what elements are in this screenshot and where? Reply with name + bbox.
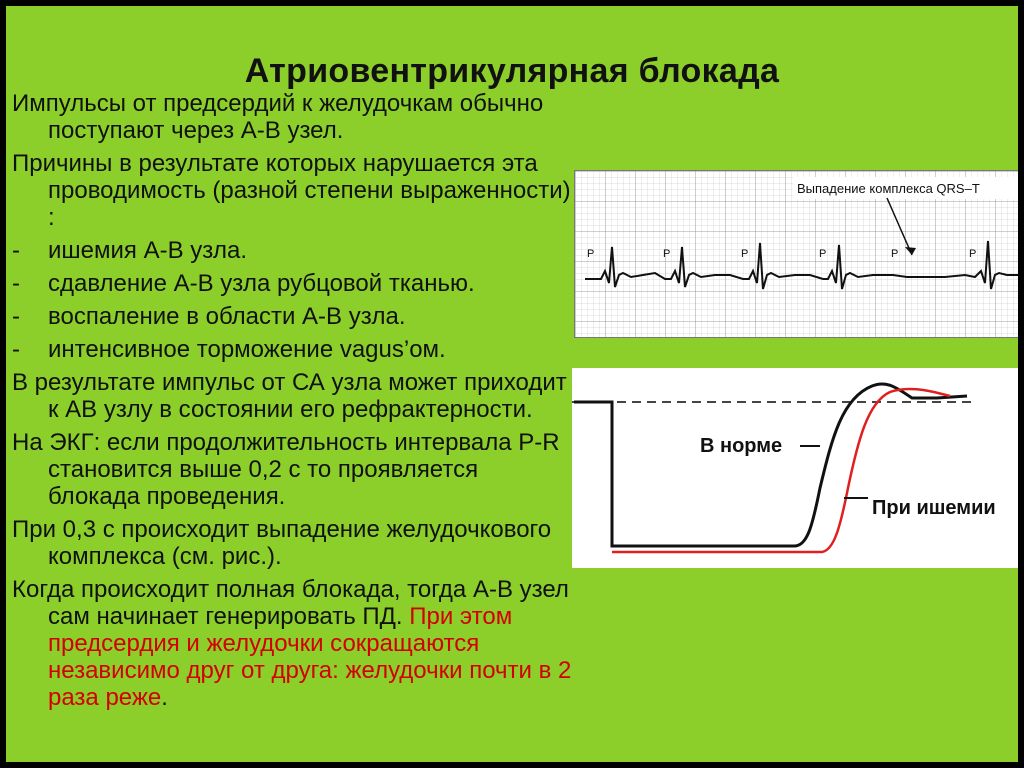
- bullet-inflammation: [12, 303, 572, 330]
- bullet-text: воспаление в области А-В узла.: [48, 303, 406, 330]
- paragraph-ecg-pr: На ЭКГ: если продолжительность интервала P-R становится выше 0,2 с то проявляется блокада проведения.: [12, 429, 560, 510]
- ecg-p-label: P: [819, 248, 827, 260]
- slide-text: [12, 90, 572, 717]
- ischemia-curve: [612, 389, 950, 552]
- bullet-text: интенсивное торможение vagus’ом.: [48, 336, 446, 363]
- complete-block-red-text: При этом предсердия и желудочки сокращаются независимо друг от друга: желудочки почти в 2 раза реже: [48, 603, 572, 711]
- ecg-p-label: P: [891, 248, 899, 260]
- ecg-figure: [574, 170, 1018, 338]
- action-potential-figure: [572, 368, 1018, 568]
- ecg-dropout-label: Выпадение комплекса QRS–T: [797, 181, 980, 196]
- normal-curve: [574, 384, 967, 546]
- bullet-vagus: [12, 336, 572, 363]
- ecg-strip-svg: [575, 171, 1018, 337]
- ecg-p-label: P: [969, 248, 977, 260]
- paragraph-causes: Причины в результате которых нарушается эта проводимость (разной степени выраженности) :: [12, 150, 571, 231]
- bullet-marker: -: [12, 303, 20, 330]
- action-potential-svg: [572, 368, 1018, 568]
- paragraph-complete-block: [12, 576, 572, 711]
- slide: [6, 6, 1018, 762]
- bullet-marker: -: [12, 270, 20, 297]
- ecg-p-label: P: [663, 248, 671, 260]
- bullet-compression: [12, 270, 572, 297]
- bullet-text: ишемия А-В узла.: [48, 237, 248, 264]
- bullet-text: сдавление А-В узла рубцовой тканью.: [48, 270, 475, 297]
- bullet-ischemia: [12, 237, 572, 264]
- complete-block-end: .: [161, 684, 168, 711]
- complete-block-text: Когда происходит полная блокада, тогда А-В узел сам начинает генерировать ПД.: [12, 576, 569, 630]
- bullet-marker: -: [12, 336, 20, 363]
- slide-title: Атриовентрикулярная блокада: [244, 52, 780, 90]
- ischemia-label: При ишемии: [872, 497, 996, 519]
- paragraph-refractory: В результате импульс от СА узла может приходит к АВ узлу в состоянии его рефрактерности.: [12, 369, 567, 423]
- normal-label: В норме: [700, 435, 783, 457]
- paragraph-qrs-drop: При 0,3 с происходит выпадение желудочкового комплекса (см. рис.).: [12, 516, 552, 570]
- ecg-p-label: P: [741, 248, 749, 260]
- bullet-marker: -: [12, 237, 20, 264]
- ecg-p-label: P: [587, 248, 595, 260]
- paragraph-av-node: Импульсы от предсердий к желудочкам обычно поступают через А-В узел.: [12, 90, 544, 144]
